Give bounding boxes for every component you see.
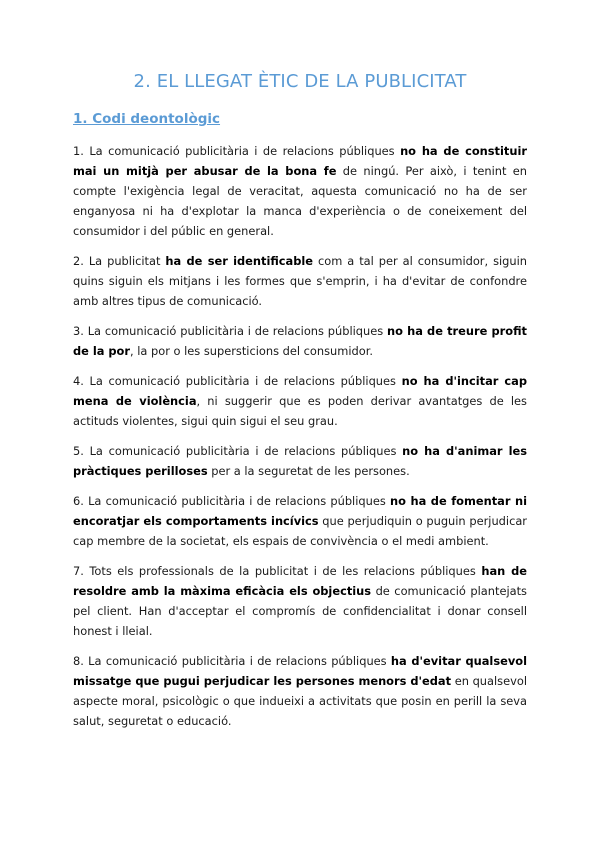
article-text: que perjudiquin o puguin perjudicar cap membre de la societat, els espais de convivència o el medi ambient. bbox=[73, 514, 527, 548]
article-text: 6. La comunicació publicitària i de relacions públiques bbox=[73, 494, 390, 508]
article-8 bbox=[73, 651, 527, 731]
article-text: 7. Tots els professionals de la publicitat i de les relacions públiques bbox=[73, 564, 482, 578]
article-highlight: no ha d'incitar cap mena de violència bbox=[73, 374, 527, 408]
article-6 bbox=[73, 491, 527, 551]
article-4 bbox=[73, 371, 527, 431]
page-title: 2. EL LLEGAT ÈTIC DE LA PUBLICITAT bbox=[133, 71, 467, 92]
article-text: per a la seguretat de les persones. bbox=[207, 464, 410, 478]
article-highlight: han de resoldre amb la màxima eficàcia els objectius bbox=[73, 564, 528, 598]
article-text: com a tal per al consumidor, siguin quins siguin els mitjans i les formes que s'emprin, i ha d'evitar de confondre amb altres tipus de comunicació. bbox=[73, 254, 528, 308]
article-highlight: no ha d'animar les pràctiques perilloses bbox=[73, 444, 527, 478]
article-text: 1. La comunicació publicitària i de relacions públiques bbox=[73, 144, 401, 158]
article-text: 2. La publicitat bbox=[73, 254, 166, 268]
document-page bbox=[73, 0, 527, 731]
article-5 bbox=[73, 441, 527, 481]
article-3 bbox=[73, 321, 527, 361]
article-7 bbox=[73, 561, 527, 641]
article-text: , ni suggerir que es poden derivar avantatges de les actituds violentes, sigui quin sigui el seu grau. bbox=[73, 394, 527, 428]
article-highlight: no ha de treure profit de la por bbox=[73, 324, 527, 358]
article-highlight: no ha de constituir mai un mitjà per abusar de la bona fe bbox=[73, 144, 527, 178]
article-highlight: ha d'evitar qualsevol missatge que pugui perjudicar les persones menors d'edat bbox=[73, 654, 527, 688]
article-text: de comunicació plantejats pel client. Han d'acceptar el compromís de confidencialitat i donar consell honest i lleial. bbox=[73, 584, 527, 638]
article-highlight: no ha de fomentar ni encoratjar els comportaments incívics bbox=[73, 494, 527, 528]
article-text: de ningú. Per això, i tenint en compte l'exigència legal de veracitat, aquesta comunicació no ha de ser enganyosa ni ha d'explotar la manca d'experiència o de coneixement del consumidor i del públic en general. bbox=[73, 164, 527, 238]
section-heading: 1. Codi deontològic bbox=[73, 111, 221, 127]
article-text: en qualsevol aspecte moral, psicològic o que indueixi a activitats que posin en perill la seva salut, seguretat o educació. bbox=[73, 674, 527, 728]
article-text: 4. La comunicació publicitària i de relacions públiques bbox=[73, 374, 402, 388]
article-highlight: ha de ser identificable bbox=[165, 254, 314, 268]
article-2 bbox=[73, 251, 527, 311]
article-text: 5. La comunicació publicitària i de relacions públiques bbox=[73, 444, 403, 458]
article-text: 8. La comunicació publicitària i de relacions públiques bbox=[73, 654, 391, 668]
article-text: , la por o les supersticions del consumidor. bbox=[130, 344, 373, 358]
article-text: 3. La comunicació publicitària i de relacions públiques bbox=[73, 324, 387, 338]
article-1 bbox=[73, 141, 527, 241]
